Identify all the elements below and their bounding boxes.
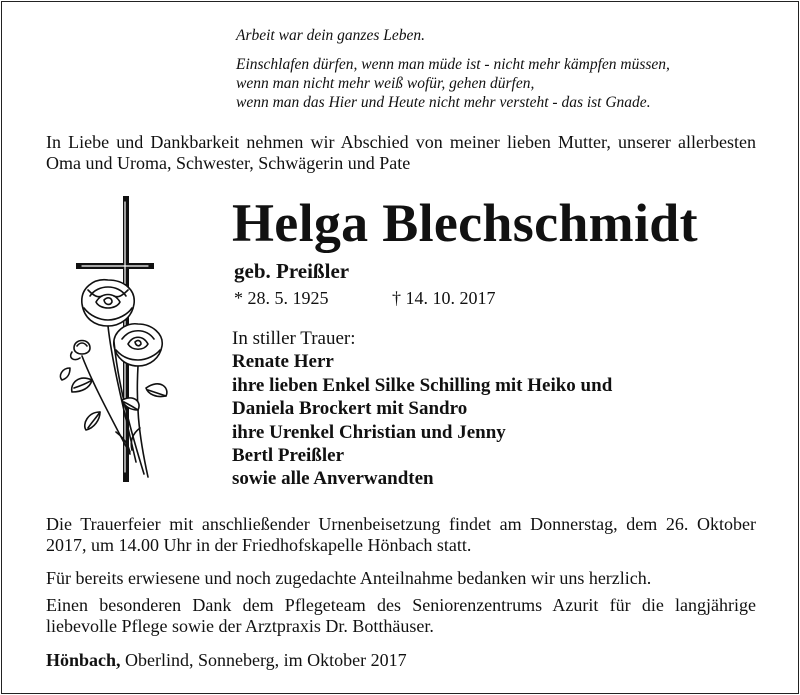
town-name: Hönbach,: [46, 650, 121, 670]
death-date: † 14. 10. 2017: [392, 288, 496, 308]
poem: [236, 26, 776, 112]
place-rest: Oberlind, Sonneberg, im Oktober 2017: [120, 650, 407, 670]
thanks-text: Für bereits erwiesene und noch zugedachte Anteilnahme bedanken wir uns herzlich.: [46, 568, 652, 588]
mourners-list: [232, 327, 612, 491]
life-dates: [234, 287, 496, 309]
birth-date: * 28. 5. 1925: [234, 288, 329, 308]
poem-line: Einschlafen dürfen, wenn man müde ist - nicht mehr kämpfen müssen,: [236, 56, 670, 73]
poem-line: wenn man nicht mehr weiß wofür, gehen dürfen,: [236, 75, 535, 92]
mourner-line: ihre Urenkel Christian und Jenny: [232, 421, 506, 443]
deceased-name: Helga Blechschmidt: [232, 193, 698, 253]
mourning-lead: In stiller Trauer:: [232, 328, 356, 349]
special-thanks-text: Einen besonderen Dank dem Pflegeteam des Seniorenzentrums Azurit für die langjährige liebevolle Pflege sowie der Arztpraxis Dr. Botthäuser.: [46, 595, 756, 636]
cross-with-roses-icon: [52, 192, 182, 492]
maiden-name: geb. Preißler: [234, 259, 350, 283]
mourner-line: Bertl Preißler: [232, 445, 345, 467]
place-and-date: [46, 650, 407, 671]
funeral-service-text: Die Trauerfeier mit anschließender Urnenbeisetzung findet am Donnerstag, dem 26. Oktober 2017, um 14.00 Uhr in der Friedhofskapelle Hönbach statt.: [46, 514, 756, 555]
intro-text: In Liebe und Dankbarkeit nehmen wir Abschied von meiner lieben Mutter, unserer allerbesten Oma und Uroma, Schwester, Schwägerin und Pate: [46, 132, 756, 173]
mourner-line: Daniela Brockert mit Sandro: [232, 398, 468, 420]
poem-line: Arbeit war dein ganzes Leben.: [236, 27, 425, 44]
poem-line: wenn man das Hier und Heute nicht mehr versteht - das ist Gnade.: [236, 94, 651, 111]
mourner-line: Renate Herr: [232, 351, 334, 373]
mourner-line: sowie alle Anverwandten: [232, 468, 434, 490]
mourner-line: ihre lieben Enkel Silke Schilling mit Heiko und: [232, 374, 613, 396]
